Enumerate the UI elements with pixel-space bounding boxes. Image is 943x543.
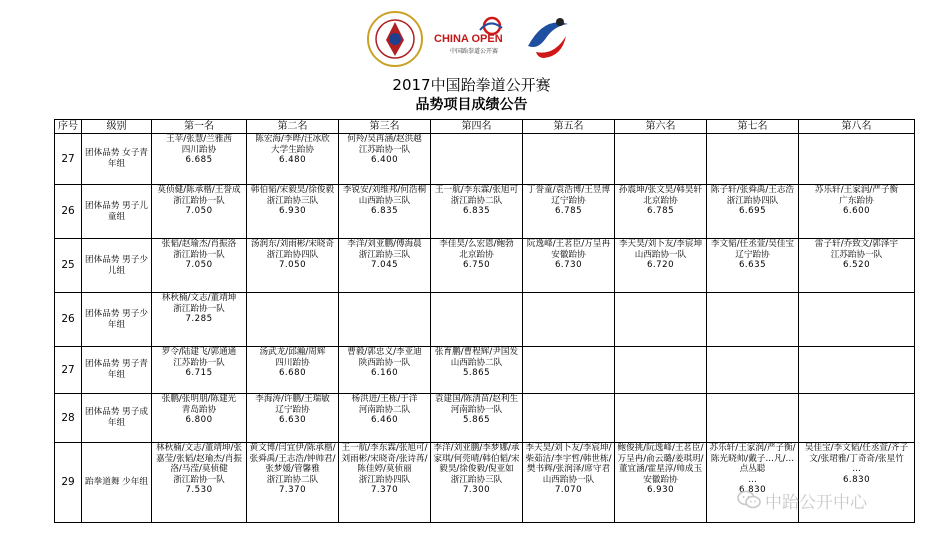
result-score: 7.285 — [185, 314, 213, 325]
result-score: 6.785 — [646, 206, 675, 217]
result-names: 袁建国/陈清苗/赵利生 — [434, 394, 519, 404]
result-team: 辽宁跆协 — [551, 195, 586, 206]
result-cell-place-3 — [339, 134, 431, 185]
result-cell-place-3 — [339, 443, 431, 523]
results-body — [55, 134, 915, 523]
result-names: 曹毅/郭忠义/李亚迪 — [347, 347, 422, 357]
result-score: 7.370 — [370, 485, 399, 496]
result-names: 罗令/陆建飞/郭通通 — [161, 347, 237, 357]
result-cell-place-5 — [523, 347, 615, 394]
result-score: 6.480 — [278, 155, 307, 166]
result-team: 浙江跆协四队 — [358, 474, 411, 485]
row-category: 团体品势 男子成年组 — [82, 394, 152, 443]
result-team: 浙江跆协二队 — [450, 195, 503, 206]
result-names: 李洋/刘亚鹏/李梦娜/承家琪/何莞晴/韩伯韬/宋毅昊/徐俊毅/倪亚如 — [433, 443, 520, 475]
result-score: 7.070 — [554, 485, 583, 496]
result-names: 林秋楠/文志/董靖坤/张嘉莹/张韬/赵瑜杰/肖振洛/马滢/莫侦健 — [155, 443, 243, 475]
result-team: 安徽跆协 — [551, 249, 586, 260]
result-team: 安徽跆协 — [643, 474, 678, 485]
association-emblem-icon — [366, 10, 424, 68]
result-score: 7.370 — [278, 485, 307, 496]
result-names: 鲍俊挑/阮逸峰/王茗臣/万呈冉/俞云璐/姜琪玥/董宜涵/霍星淳/帅成玉 — [617, 443, 704, 475]
result-team: 广东跆协 — [839, 195, 874, 206]
column-header-place-5: 第五名 — [523, 120, 615, 134]
page-title: 2017中国跆拳道公开赛 — [392, 76, 551, 94]
result-cell-place-2 — [247, 394, 339, 443]
column-header-category: 级别 — [82, 120, 152, 134]
result-cell-place-4 — [431, 347, 523, 394]
result-score: 6.600 — [842, 206, 871, 217]
result-cell-place-1 — [152, 185, 247, 239]
result-cell-place-2 — [247, 293, 339, 347]
result-team: … — [852, 464, 861, 475]
row-category: 团体品势 女子青年组 — [82, 134, 152, 185]
result-names: 李佳昊/么宏恩/鲍勃 — [439, 239, 514, 249]
result-score: 6.160 — [370, 368, 399, 379]
result-score: 6.685 — [185, 155, 213, 166]
result-cell-place-5 — [523, 394, 615, 443]
result-score: 6.835 — [462, 206, 491, 217]
result-score: 6.695 — [738, 206, 767, 217]
china-open-logo-subtext: 中国跆拳道公开赛 — [450, 48, 499, 55]
result-names: 莫侦健/陈承楷/王誉成 — [157, 185, 241, 195]
row-seq: 25 — [55, 239, 82, 293]
result-cell-place-8 — [799, 293, 915, 347]
result-team: 浙江跆协三队 — [450, 474, 503, 485]
result-team: 浙江跆协二队 — [266, 474, 319, 485]
result-team: 陕西跆协一队 — [358, 357, 411, 368]
result-team: 山西跆协三队 — [358, 195, 411, 206]
result-team: 辽宁跆协 — [735, 249, 770, 260]
watermark — [737, 487, 907, 513]
result-team: 北京跆协 — [459, 249, 494, 260]
result-names: 王一航/李东霖/张旭可 — [434, 185, 519, 195]
result-score: 6.750 — [462, 260, 491, 271]
page-subtitle: 品势项目成绩公告 — [415, 97, 528, 113]
result-cell-place-7 — [707, 293, 799, 347]
result-team: 山西跆协一队 — [542, 474, 595, 485]
result-names: 何羚/吴再涵/赵洪越 — [347, 134, 422, 144]
result-team: 北京跆协 — [643, 195, 678, 206]
result-score: 6.630 — [278, 415, 307, 426]
result-cell-place-7 — [707, 394, 799, 443]
row-category: 跆拳道舞 少年组 — [82, 443, 152, 523]
column-header-seq: 序号 — [55, 120, 82, 134]
result-cell-place-3 — [339, 347, 431, 394]
result-team: 四川跆协 — [275, 357, 310, 368]
result-cell-place-1 — [152, 394, 247, 443]
result-cell-place-8 — [799, 347, 915, 394]
row-seq: 28 — [55, 394, 82, 443]
row-seq: 26 — [55, 185, 82, 239]
result-cell-place-1 — [152, 443, 247, 523]
result-score: 6.460 — [370, 415, 399, 426]
result-cell-place-5 — [523, 293, 615, 347]
result-names: 李洋/刘亚鹏/傅海晨 — [347, 239, 422, 249]
result-score: 6.715 — [185, 368, 213, 379]
column-header-place-3: 第三名 — [339, 120, 431, 134]
logo-strip — [0, 8, 943, 68]
column-header-place-4: 第四名 — [431, 120, 523, 134]
result-names: 孙震坤/张文昊/韩昊轩 — [618, 185, 703, 195]
result-cell-place-8 — [799, 394, 915, 443]
result-names: 苏乐轩/王家润/严子衡/陈光晓帅/戴子…凡/…点丛聪 — [709, 443, 796, 475]
result-cell-place-1 — [152, 293, 247, 347]
table-row — [55, 394, 915, 443]
table-header-row — [55, 120, 915, 134]
result-score: 7.300 — [462, 485, 491, 496]
result-names: 韩伯韬/宋毅昊/徐俊毅 — [250, 185, 335, 195]
results-table — [54, 119, 915, 523]
table-row — [55, 134, 915, 185]
result-team: 江苏跆协一队 — [173, 357, 225, 368]
result-cell-place-2 — [247, 347, 339, 394]
result-cell-place-4 — [431, 443, 523, 523]
result-cell-place-6 — [615, 239, 707, 293]
result-team: 河南跆协一队 — [450, 404, 503, 415]
result-team: 四川跆协 — [181, 144, 217, 155]
result-score: 6.930 — [278, 206, 307, 217]
result-team: 浙江跆协三队 — [266, 195, 319, 206]
result-cell-place-6 — [615, 394, 707, 443]
result-cell-place-7 — [707, 239, 799, 293]
result-team: 大学生跆协 — [271, 144, 314, 155]
result-team: 青岛跆协 — [181, 404, 217, 415]
row-category: 团体品势 男子儿童组 — [82, 185, 152, 239]
result-names: 林秋楠/文志/董靖坤 — [161, 293, 237, 303]
table-row — [55, 239, 915, 293]
result-names: 陈子轩/张舜禹/王志浩 — [710, 185, 795, 195]
result-cell-place-2 — [247, 239, 339, 293]
result-team: 河南跆协二队 — [358, 404, 411, 415]
result-cell-place-3 — [339, 185, 431, 239]
table-row — [55, 347, 915, 394]
result-team: 浙江跆协一队 — [173, 195, 225, 206]
result-names: 李文韬/任丞萱/吴佳宝 — [710, 239, 795, 249]
result-names: 汤润东/刘雨彬/宋晓奇 — [250, 239, 335, 249]
result-cell-place-3 — [339, 239, 431, 293]
result-cell-place-1 — [152, 239, 247, 293]
china-open-logo-text: CHINA OPEN — [434, 33, 503, 45]
result-team: 浙江跆协四队 — [726, 195, 779, 206]
result-cell-place-5 — [523, 239, 615, 293]
result-names: 吴佳宝/李文韬/任丞萱/齐子文/张珺雅/丁奇奇/张星竹 — [804, 443, 909, 464]
result-cell-place-8 — [799, 134, 915, 185]
result-cell-place-6 — [615, 185, 707, 239]
result-cell-place-7 — [707, 185, 799, 239]
result-cell-place-2 — [247, 185, 339, 239]
result-cell-place-4 — [431, 185, 523, 239]
result-names: 黄文博/闫宜伊/陈承楷/张舜禹/王志浩/钟帅君/张梦媛/管馨雅 — [249, 443, 336, 475]
result-team: 浙江跆协四队 — [266, 249, 319, 260]
result-cell-place-8 — [799, 239, 915, 293]
result-cell-place-6 — [615, 134, 707, 185]
result-cell-place-2 — [247, 134, 339, 185]
row-category: 团体品势 男子少儿组 — [82, 239, 152, 293]
result-names: 王苹/张慧/兰雅茜 — [166, 134, 232, 144]
result-score: 6.730 — [554, 260, 583, 271]
result-names: 李海涛/许鹏/王瑞敏 — [255, 394, 330, 404]
result-cell-place-2 — [247, 443, 339, 523]
result-team: 辽宁跆协 — [275, 404, 310, 415]
result-score: 7.050 — [185, 260, 213, 271]
result-score: 7.050 — [278, 260, 307, 271]
result-score: 6.400 — [370, 155, 399, 166]
table-row — [55, 293, 915, 347]
result-names: 阮逸峰/王茗臣/万呈冉 — [526, 239, 611, 249]
row-seq: 27 — [55, 134, 82, 185]
result-cell-place-5 — [523, 443, 615, 523]
result-names: 李天昊/刘卜友/李宸坤 — [618, 239, 703, 249]
row-category: 团体品势 男子少年组 — [82, 293, 152, 347]
result-score: 6.635 — [738, 260, 767, 271]
result-score: 7.045 — [370, 260, 399, 271]
result-names: 杨洪进/王栋/于洋 — [351, 394, 418, 404]
result-cell-place-5 — [523, 185, 615, 239]
row-category: 团体品势 男子青年组 — [82, 347, 152, 394]
result-cell-place-8 — [799, 185, 915, 239]
result-cell-place-7 — [707, 347, 799, 394]
result-team: 浙江跆协一队 — [173, 474, 225, 485]
result-team: … — [748, 474, 757, 485]
row-seq: 26 — [55, 293, 82, 347]
result-names: 张韬/赵瑜杰/肖振洛 — [161, 239, 237, 249]
result-names: 张育鹏/曹程辉/尹国发 — [434, 347, 519, 357]
result-score: 6.520 — [842, 260, 871, 271]
result-cell-place-3 — [339, 293, 431, 347]
column-header-place-2: 第二名 — [247, 120, 339, 134]
watermark-text: 中跆公开中心 — [765, 492, 867, 513]
result-score: 5.865 — [462, 415, 491, 426]
result-cell-place-6 — [615, 347, 707, 394]
taekwondo-emblem-icon — [522, 12, 574, 62]
wechat-icon — [737, 489, 761, 511]
result-cell-place-7 — [707, 134, 799, 185]
result-score: 6.830 — [738, 485, 767, 496]
result-names: 陈宏海/李晔/汪冰欣 — [255, 134, 330, 144]
china-open-logo-icon — [432, 14, 520, 58]
result-team: 浙江跆协一队 — [173, 303, 225, 314]
result-names: 苏乐轩/王家润/严子衡 — [814, 185, 899, 195]
result-cell-place-5 — [523, 134, 615, 185]
result-team: 江苏跆协一队 — [358, 144, 411, 155]
column-header-place-8: 第八名 — [799, 120, 915, 134]
result-names: 李天昊/刘卜友/李宸坤/柴茹洁/李宇哲/韩世栋/樊书辉/张润泽/席守君 — [525, 443, 612, 475]
result-cell-place-4 — [431, 134, 523, 185]
result-names: 雷子轩/乔致文/郭泽宇 — [814, 239, 899, 249]
result-cell-place-4 — [431, 293, 523, 347]
result-team: 浙江跆协三队 — [358, 249, 411, 260]
result-names: 李锐安/刘维邦/何浩桐 — [342, 185, 427, 195]
result-names: 王一航/李东霖/张旭可/刘雨彬/宋晓奇/张诗苒/陈佳婷/莫侦丽 — [341, 443, 428, 475]
result-cell-place-1 — [152, 347, 247, 394]
result-team: 浙江跆协一队 — [173, 249, 225, 260]
row-seq: 27 — [55, 347, 82, 394]
result-team: 江苏跆协一队 — [830, 249, 883, 260]
result-score: 6.930 — [646, 485, 675, 496]
result-score: 6.800 — [185, 415, 213, 426]
result-cell-place-4 — [431, 394, 523, 443]
row-seq: 29 — [55, 443, 82, 523]
result-cell-place-6 — [615, 293, 707, 347]
result-score: 7.530 — [185, 485, 213, 496]
result-score: 6.835 — [370, 206, 399, 217]
result-score: 6.720 — [646, 260, 675, 271]
result-cell-place-3 — [339, 394, 431, 443]
result-team: 山西跆协二队 — [450, 357, 503, 368]
result-team: 山西跆协一队 — [634, 249, 687, 260]
column-header-place-6: 第六名 — [615, 120, 707, 134]
table-row — [55, 185, 915, 239]
result-score: 6.830 — [842, 474, 871, 485]
column-header-place-7: 第七名 — [707, 120, 799, 134]
result-score: 7.050 — [185, 206, 213, 217]
column-header-place-1: 第一名 — [152, 120, 247, 134]
result-names: 张鹏/张明朋/陈建光 — [161, 394, 237, 404]
result-names: 汤武龙/邱瀚/周辉 — [259, 347, 326, 357]
result-cell-place-4 — [431, 239, 523, 293]
result-score: 6.785 — [554, 206, 583, 217]
result-cell-place-1 — [152, 134, 247, 185]
result-score: 5.865 — [462, 368, 491, 379]
result-cell-place-6 — [615, 443, 707, 523]
result-score: 6.680 — [278, 368, 307, 379]
result-names: 丁誉童/袁浩博/王昱博 — [526, 185, 611, 195]
